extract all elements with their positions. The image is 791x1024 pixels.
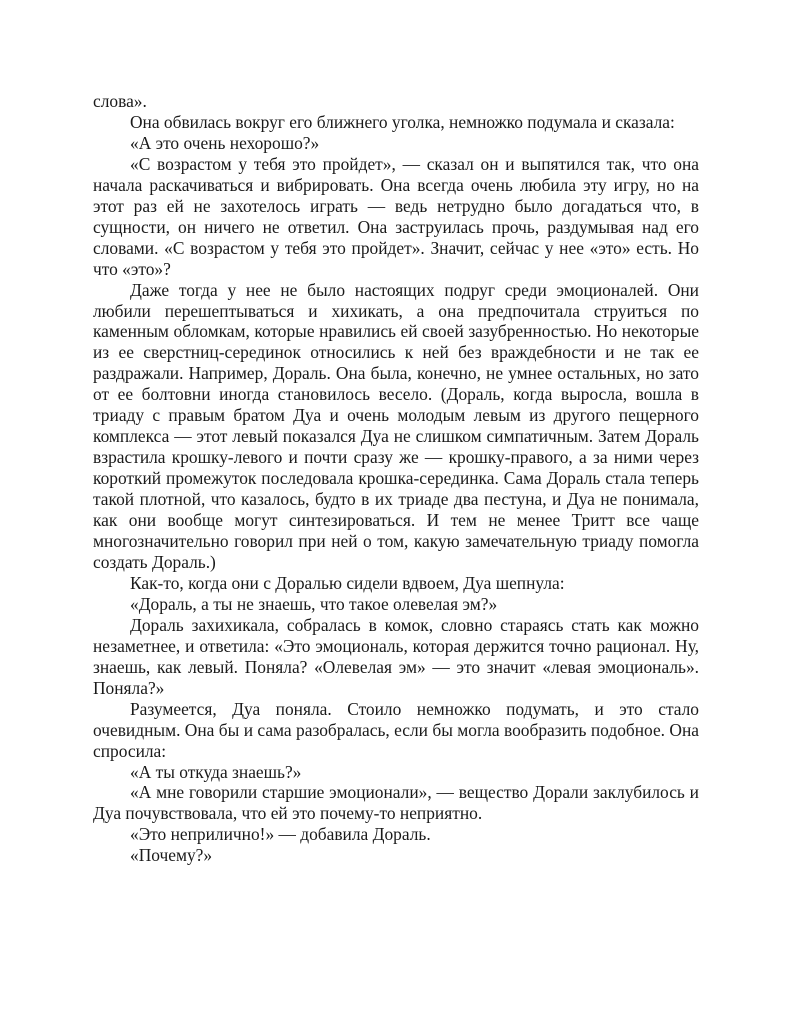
paragraph: «А ты откуда знаешь?» [130, 761, 302, 782]
paragraph: «А это очень нехорошо?» [130, 132, 320, 153]
paragraph: Она обвилась вокруг его ближнего уголка, немножко подумала и сказала: [130, 111, 675, 132]
document-page [93, 91, 699, 866]
paragraph: «Почему?» [130, 845, 213, 866]
paragraph: «Это неприлично!» — добавила Дораль. [130, 824, 431, 845]
paragraph: Как-то, когда они с Доралью сидели вдвоем, Дуа шепнула: [130, 572, 565, 593]
paragraph: «Дораль, а ты не знаешь, что такое олевелая эм?» [130, 593, 498, 614]
paragraph: Разумеется, Дуа поняла. Стоило немножко подумать, и это стало очевидным. Она бы и сама разобралась, если бы могла вообразить подобное. Она спросила: [93, 698, 699, 761]
paragraph: слова». [93, 91, 147, 111]
paragraph: «С возрастом у тебя это пройдет», — сказал он и выпятился так, что она начала раскачиваться и вибрировать. Она всегда очень любила эту игру, но на этот раз ей не захотелось играть — ведь нетрудно было догадаться что, в сущности, он ничего не ответил. Она заструилась прочь, раздумывая над его словами. «С возрастом у тебя это пройдет». Значит, сейчас у нее «это» есть. Но что «это»? [93, 153, 699, 279]
paragraph: Дораль захихикала, собралась в комок, словно стараясь стать как можно незаметнее, и ответила: «Это эмоциональ, которая держится точно рационал. Ну, знаешь, как левый. Поняла? «Олевелая эм» — это значит «левая эмоциональ». Поняла?» [93, 614, 699, 698]
paragraph: «А мне говорили старшие эмоционали», — вещество Дорали заклубилось и Дуа почувствовала, что ей это почему-то неприятно. [93, 782, 699, 824]
paragraph: Даже тогда у нее не было настоящих подруг среди эмоционалей. Они любили перешептываться и хихикать, а она предпочитала струиться по каменным обломкам, которые нравились ей своей зазубренностью. Но некоторые из ее сверстниц-серединок относились к ней без враждебности и не так ее раздражали. Например, Дораль. Она была, конечно, не умнее остальных, но зато от ее болтовни иногда становилось весело. (Дораль, когда выросла, вошла в триаду с правым братом Дуа и очень молодым левым из другого пещерного комплекса — этот левый показался Дуа не слишком симпатичным. Затем Дораль взрастила крошку-левого и почти сразу же — крошку-правого, а за ними через короткий промежуток последовала крошка-серединка. Сама Дораль стала теперь такой плотной, что казалось, будто в их триаде два пестуна, и Дуа не понимала, как они вообще могут синтезироваться. И тем не менее Тритт все чаще многозначительно говорил при ней о том, какую замечательную триаду помогла создать Дораль.) [93, 279, 699, 572]
